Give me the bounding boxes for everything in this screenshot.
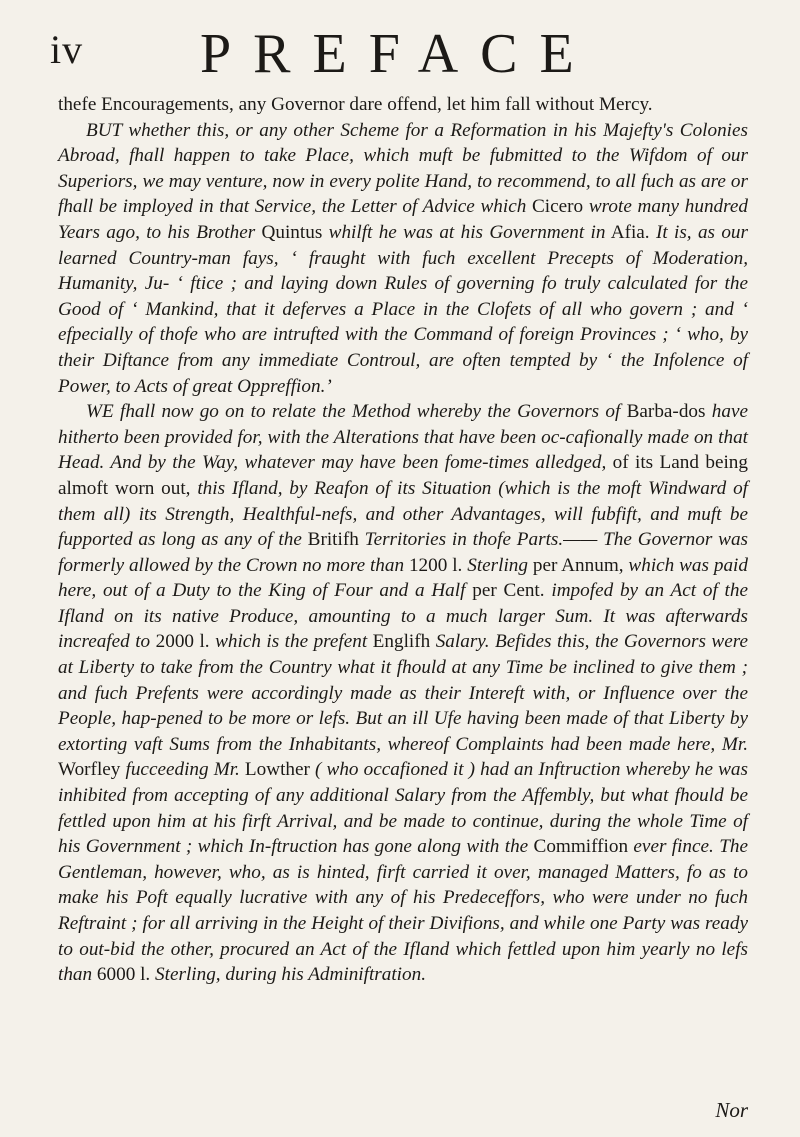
italic-text-run: which is the prefent (215, 631, 368, 653)
italic-text-run: ever fince. The Gentleman, however, who, as is hinted, firft carried it over, managed Matters, fo as to make his Poft equally lucrative with any of his Predeceffors, who were under no fuch Reftraint ; for all arriving in the Height of their Divifions, and while one Party was ready to out-bid the other, procured an Act of the Ifland which fettled upon him yearly no lefs than (58, 836, 748, 986)
roman-text-run: per Annum, (527, 554, 629, 576)
roman-text-run: Afia. (605, 221, 656, 243)
italic-text-run: which was paid here, out of a Duty to the King of Four and a Half (58, 554, 748, 602)
roman-text-run: Barba-dos (620, 401, 712, 423)
italic-text-run: fucceeding Mr. (125, 759, 240, 781)
italic-text-run: Sterling (467, 554, 528, 576)
roman-text-run: thefe Encouragements, any Governor dare offend, let him fall without Mercy. (58, 94, 653, 115)
roman-text-run: 2000 l. (150, 631, 216, 653)
italic-text-run: impofed by an Act of the Ifland on its native Produce, amounting to a much larger Sum. It was afterwards increafed to (58, 580, 749, 653)
roman-text-run: per Cent. (465, 580, 552, 602)
roman-text-run: 1200 l. (404, 554, 468, 576)
paragraph (58, 399, 748, 988)
italic-text-run: Sterling, during his Adminiftration. (155, 964, 426, 986)
roman-text-run: of its Land being almoft worn out, (58, 452, 748, 499)
italic-text-run: Territories in thofe Parts.—— The Governor was formerly allowed by the Crown no more than (58, 529, 748, 576)
italic-text-run: whilft he was at his Government in (328, 221, 606, 243)
paragraph (58, 118, 748, 400)
roman-text-run: Englifh (367, 631, 436, 653)
italic-text-run: this Ifland, by Reafon of its Situation (which is the moft Windward of them all) its Strength, Healthful-nefs, and other Advantages, will fubfift, and muft be fupported as long as any of the (58, 477, 748, 551)
running-head: PREFACE (200, 23, 596, 85)
roman-text-run: Commiffion (528, 836, 634, 858)
body-text (58, 92, 748, 988)
page-number: iv (50, 27, 84, 72)
italic-text-run: WE fhall now go on to relate the Method whereby the Governors of (86, 401, 621, 423)
roman-text-run: Quintus (255, 221, 329, 243)
roman-text-run: Britifh (301, 529, 365, 551)
paragraph (58, 92, 748, 118)
italic-text-run: have hitherto been provided for, with the Alterations that have been oc-cafionally made on that Head. And by the Way, whatever may have been fome-times alledged, (58, 401, 748, 474)
page-header (50, 14, 770, 84)
italic-text-run: BUT whether this, or any other Scheme for a Reformation in his Majefty's Colonies Abroad, fhall happen to take Place, which muft be fubmitted to the Wifdom of our Superiors, we may venture, now in every polite Hand, to recommend, to all fuch as are or fhall be imployed in that Service, the Letter of Advice which (58, 119, 748, 218)
roman-text-run: Lowther (239, 759, 316, 781)
italic-text-run: Salary. Befides this, the Governors were at Liberty to take from the Country what it fhould at any Time be inclined to give them ; and fuch Prefents were accordingly made as their Intereft with, or Influence over the People, hap-pened to be more or lefs. But an ill Ufe having been made of that Liberty by extorting vaft Sums from the Inhabitants, whereof Complaints had been made here, Mr. (58, 631, 748, 755)
italic-text-run: wrote many hundred Years ago, to his Brother (58, 196, 748, 243)
roman-text-run: Cicero (526, 196, 589, 218)
italic-text-run: ( who occafioned it ) had an Inftruction whereby he was inhibited from accepting of any additional Salary from the Affembly, but what fhould be fettled upon him at his firft Arrival, and be made to continue, during the whole Time of his Government ; which In-ftruction has gone along with the (58, 759, 748, 858)
catchword: Nor (715, 1098, 748, 1122)
roman-text-run: Worfley (58, 759, 126, 781)
roman-text-run: 6000 l. (92, 964, 156, 986)
italic-text-run: It is, as our learned Country-man fays, ‘ fraught with fuch excellent Precepts of Moderation, Humanity, Ju- ‘ ftice ; and laying down Rules of governing fo truly calculated for the Good of ‘ Mankind, that it deferves a Place in the Clofets of all who govern ; and ‘ efpecially of thofe who are intrufted with the Command of foreign Provinces ; ‘ who, by their Diftance from any immediate Controul, are often tempted by ‘ the Infolence of Power, to Acts of great Oppreffion.’ (58, 221, 748, 397)
